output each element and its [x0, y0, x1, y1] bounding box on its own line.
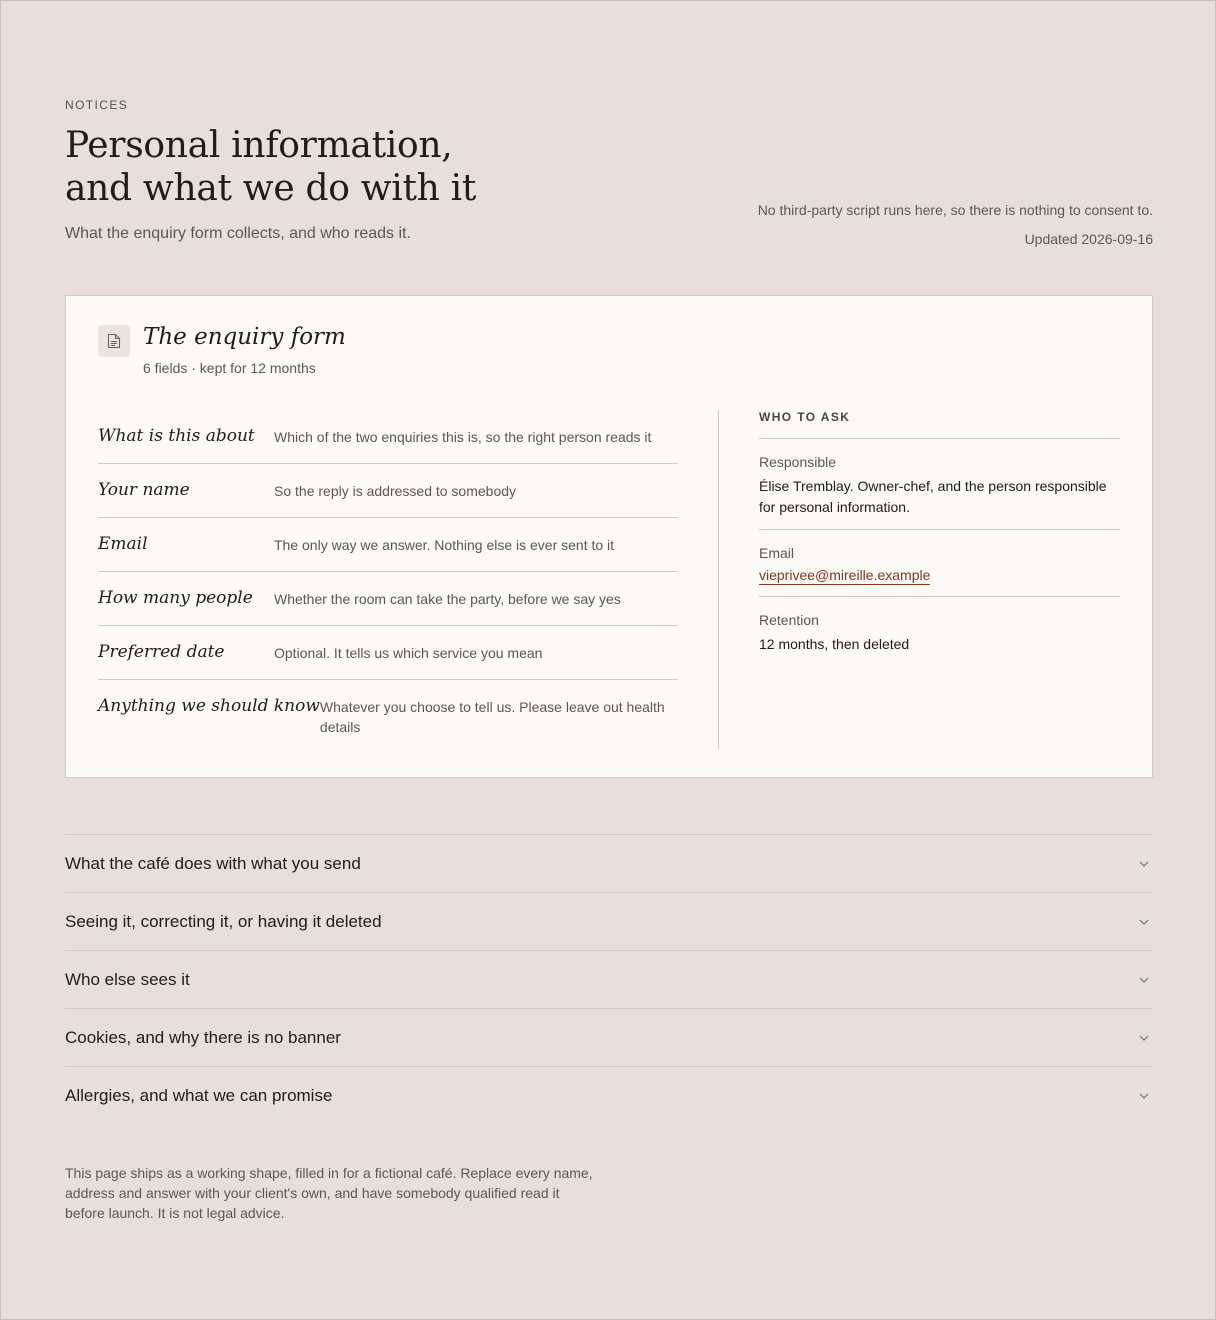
card-meta: 6 fields · kept for 12 months — [143, 360, 316, 376]
field-description: Whether the room can take the party, before we say yes — [274, 591, 621, 607]
field-list — [98, 410, 678, 753]
notice-accordion — [65, 834, 1153, 1124]
accordion-label: Seeing it, correcting it, or having it deleted — [65, 911, 382, 931]
eyebrow-label: NOTICES — [65, 98, 129, 112]
field-description: Optional. It tells us which service you mean — [274, 645, 543, 661]
field-row — [98, 410, 678, 464]
page-title-line-2: and what we do with it — [65, 168, 477, 209]
retention-value: 12 months, then deleted — [759, 636, 910, 652]
field-description: Whatever you choose to tell us. Please leave out health details — [319, 699, 665, 735]
field-row — [98, 572, 678, 626]
accordion-item-what-cafe-does[interactable] — [65, 834, 1153, 892]
chevron-down-icon — [1139, 917, 1149, 927]
document-icon — [98, 325, 130, 357]
field-row — [98, 626, 678, 680]
responsible-value: Élise Tremblay. Owner-chef, and the person responsible for personal information. — [759, 478, 1107, 515]
page-subtitle: What the enquiry form collects, and who reads it. — [65, 225, 411, 242]
consent-note: No third-party script runs here, so there is nothing to consent to. — [757, 202, 1153, 218]
field-name: Email — [98, 534, 148, 554]
chevron-down-icon — [1139, 1091, 1149, 1101]
card-title: The enquiry form — [143, 324, 346, 350]
field-description: So the reply is addressed to somebody — [274, 483, 517, 499]
page-header — [65, 98, 1153, 258]
accordion-label: What the café does with what you send — [65, 853, 361, 873]
enquiry-form-card — [65, 295, 1153, 778]
field-row — [98, 518, 678, 572]
field-name: How many people — [98, 588, 253, 608]
who-to-ask-heading: WHO TO ASK — [759, 410, 1120, 439]
email-link[interactable]: vieprivee@mireille.example — [759, 567, 931, 583]
retention-label: Retention — [759, 612, 819, 628]
field-description: Which of the two enquiries this is, so the right person reads it — [274, 429, 652, 445]
column-divider — [718, 410, 719, 749]
who-to-ask-panel — [759, 410, 1120, 666]
accordion-item-seeing-correcting[interactable] — [65, 892, 1153, 950]
accordion-label: Who else sees it — [65, 969, 190, 989]
field-name: Anything we should know — [98, 696, 320, 716]
accordion-item-cookies[interactable] — [65, 1008, 1153, 1066]
chevron-down-icon — [1139, 859, 1149, 869]
field-name: Preferred date — [98, 642, 225, 662]
field-name: Your name — [98, 480, 190, 500]
chevron-down-icon — [1139, 975, 1149, 985]
header-meta — [758, 196, 1153, 254]
responsible-block — [759, 439, 1120, 530]
chevron-down-icon — [1139, 1033, 1149, 1043]
accordion-label: Cookies, and why there is no banner — [65, 1027, 341, 1047]
field-description: The only way we answer. Nothing else is ever sent to it — [274, 537, 615, 553]
accordion-item-who-else[interactable] — [65, 950, 1153, 1008]
field-name: What is this about — [98, 426, 255, 446]
email-block — [759, 530, 1120, 597]
retention-block — [759, 597, 1120, 666]
responsible-label: Responsible — [759, 454, 837, 470]
page-title-line-1: Personal information, — [65, 125, 453, 166]
field-row — [98, 680, 678, 753]
email-label: Email — [759, 545, 795, 561]
disclaimer-footnote: This page ships as a working shape, filled in for a fictional café. Replace every name, address and answer with your client's own, and have somebody qualified read it before launch. It is not legal advice. — [65, 1165, 593, 1221]
updated-date: Updated 2026-09-16 — [1024, 231, 1153, 247]
accordion-item-allergies[interactable] — [65, 1066, 1153, 1124]
accordion-label: Allergies, and what we can promise — [65, 1085, 333, 1105]
field-row — [98, 464, 678, 518]
